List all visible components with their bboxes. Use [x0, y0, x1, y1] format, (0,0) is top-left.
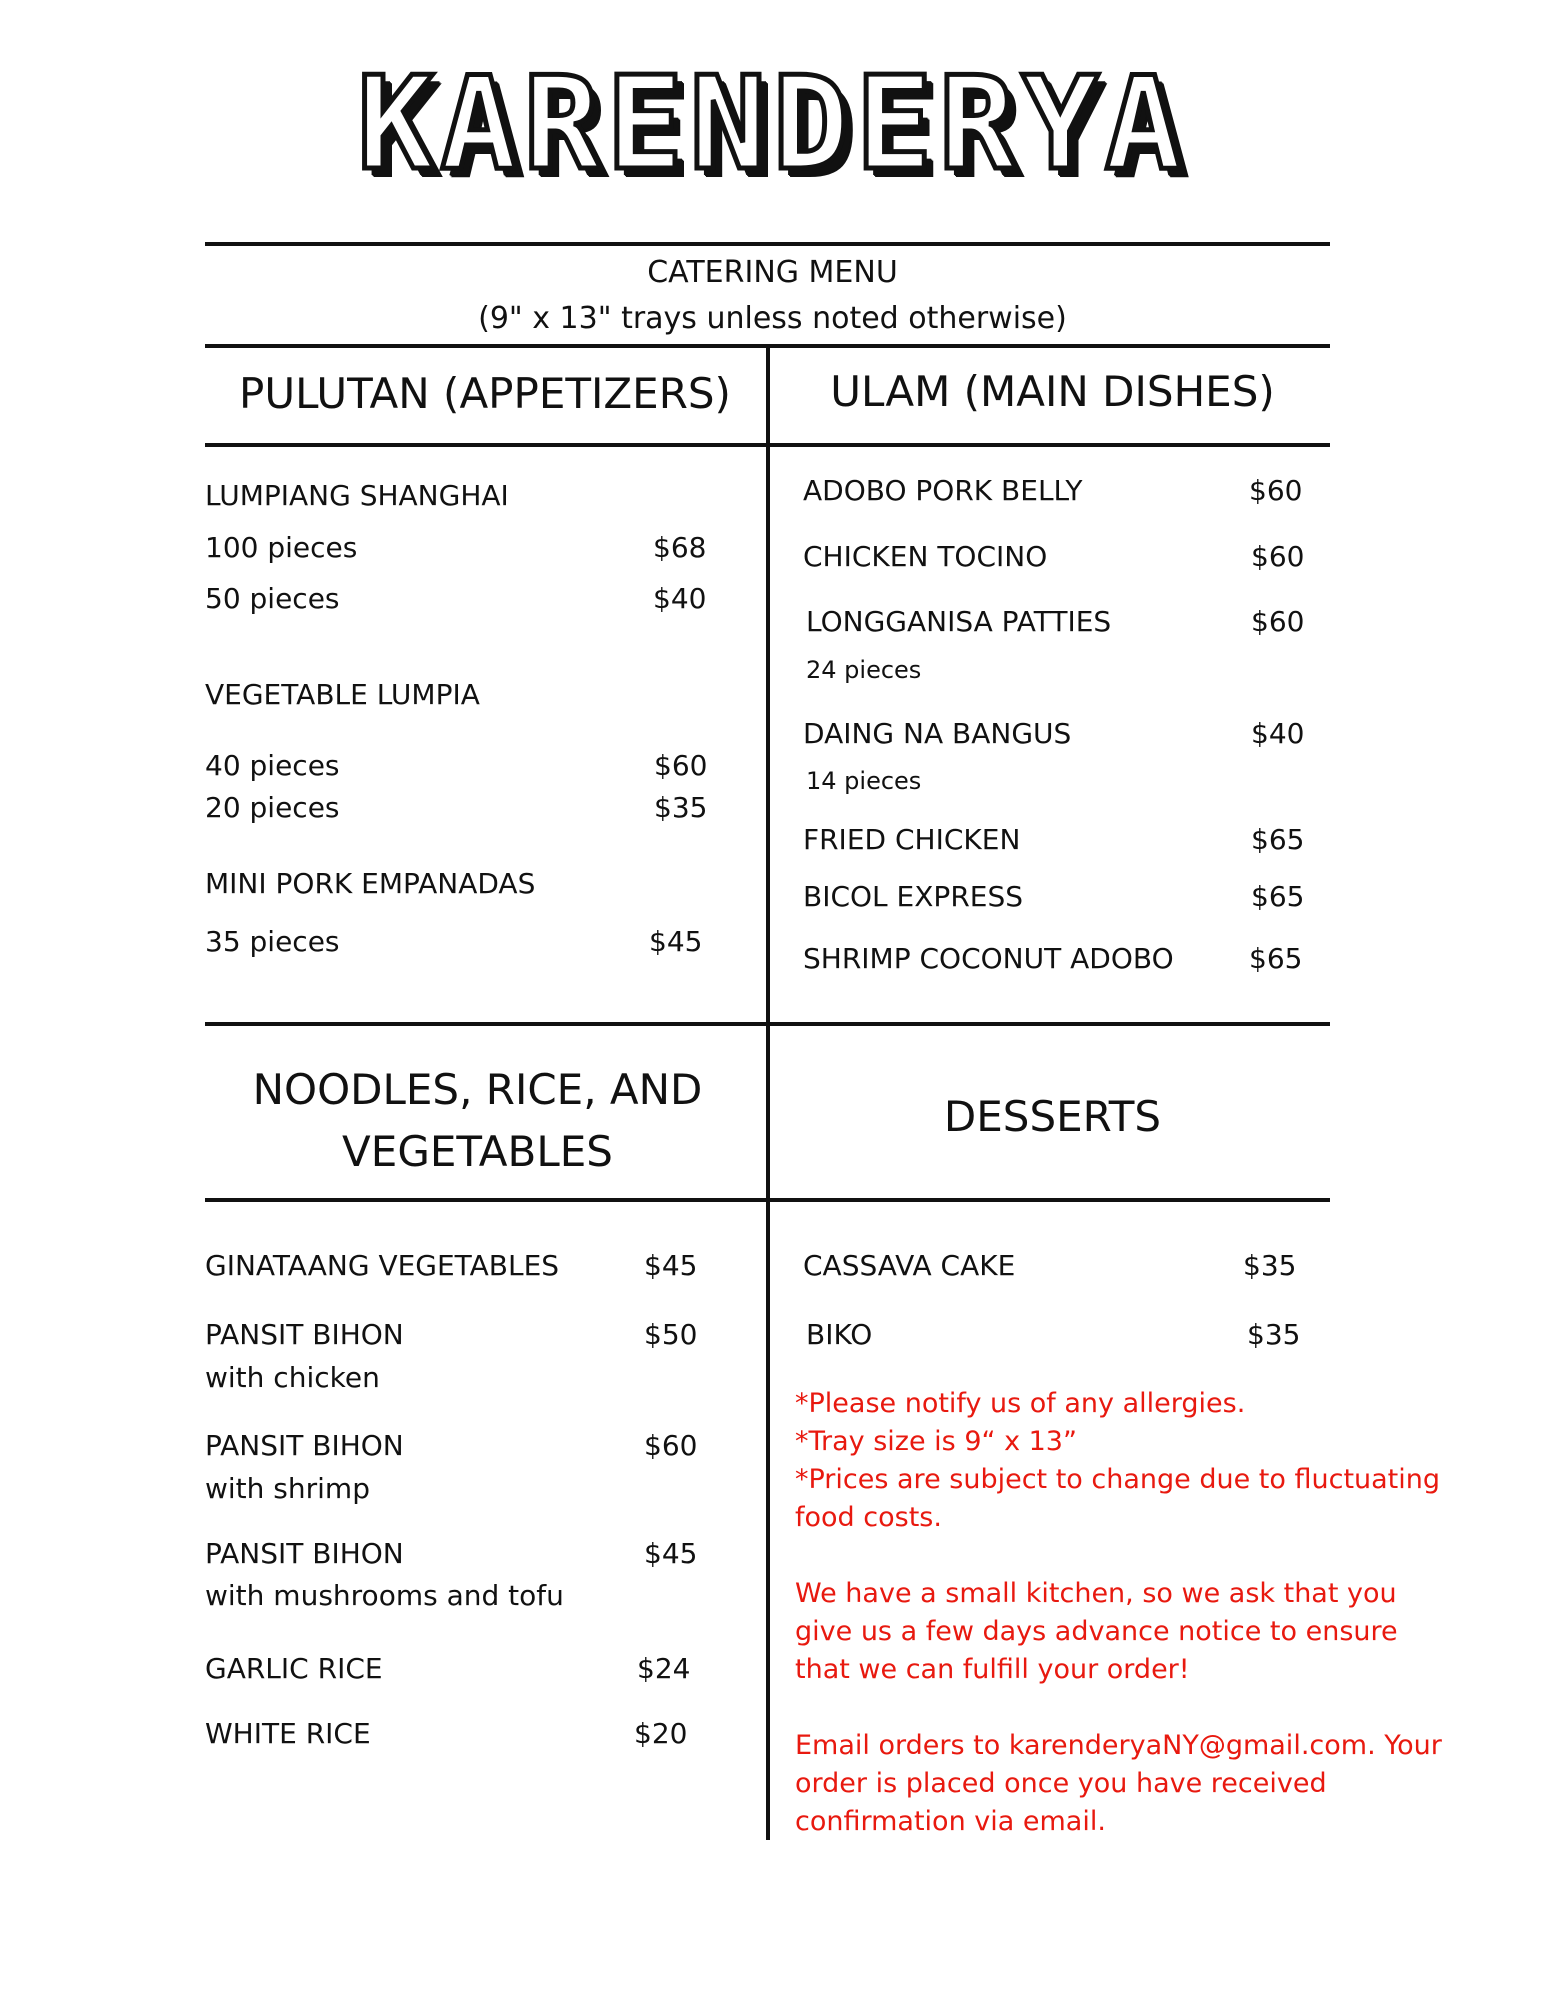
allergy-note: *Please notify us of any allergies.	[795, 1388, 1246, 1419]
column-divider-lower	[766, 1022, 770, 1840]
item-note: 14 pieces	[806, 767, 922, 795]
price: $60	[654, 749, 708, 782]
karenderya-logo: KARENDERYA	[357, 50, 1188, 199]
menu-item-name: PANSIT BIHON	[205, 1318, 404, 1351]
price: $40	[1251, 717, 1305, 750]
menu-item-name: WHITE RICE	[205, 1717, 371, 1750]
menu-item-name: VEGETABLE LUMPIA	[205, 678, 480, 711]
price: $50	[644, 1318, 698, 1351]
price: $35	[654, 791, 708, 824]
noodles-heading-line1: NOODLES, RICE, AND	[252, 1065, 703, 1114]
email-orders-note: Email orders to karenderyaNY@gmail.com. Your order is placed once you have received confirmation via email.	[795, 1730, 1442, 1837]
price: $35	[1243, 1249, 1297, 1282]
price: $40	[653, 582, 707, 615]
item-note: 24 pieces	[806, 656, 922, 684]
menu-item-name: CHICKEN TOCINO	[803, 540, 1048, 573]
price: $65	[1251, 823, 1305, 856]
item-detail: with chicken	[205, 1361, 380, 1394]
menu-item-name: PANSIT BIHON	[205, 1537, 404, 1570]
item-detail: with shrimp	[205, 1472, 370, 1505]
price: $65	[1251, 880, 1305, 913]
menu-item-name: GINATAANG VEGETABLES	[205, 1249, 560, 1282]
price: $35	[1247, 1318, 1301, 1351]
column-divider-upper	[766, 344, 770, 1026]
option-label: 40 pieces	[205, 749, 340, 782]
menu-item-name: ADOBO PORK BELLY	[803, 474, 1083, 507]
price: $60	[644, 1429, 698, 1462]
price: $45	[649, 925, 703, 958]
menu-item-name: BIKO	[806, 1318, 873, 1351]
price: $60	[1249, 474, 1303, 507]
menu-item-name: GARLIC RICE	[205, 1652, 383, 1685]
price: $65	[1249, 942, 1303, 975]
menu-item-name: FRIED CHICKEN	[803, 823, 1021, 856]
item-detail: with mushrooms and tofu	[205, 1579, 564, 1612]
appetizers-heading: PULUTAN (APPETIZERS)	[239, 369, 731, 418]
menu-item-name: SHRIMP COCONUT ADOBO	[803, 942, 1174, 975]
price: $60	[1251, 605, 1305, 638]
menu-subtitle: (9" x 13" trays unless noted otherwise)	[478, 301, 1067, 336]
menu-item-name: BICOL EXPRESS	[803, 880, 1024, 913]
advance-notice-note: We have a small kitchen, so we ask that you give us a few days advance notice to ensure that we can fulfill your order!	[795, 1578, 1398, 1685]
option-label: 20 pieces	[205, 791, 340, 824]
divider-top	[205, 242, 1330, 246]
mains-heading: ULAM (MAIN DISHES)	[830, 367, 1275, 416]
price: $24	[637, 1652, 691, 1685]
menu-item-name: MINI PORK EMPANADAS	[205, 867, 536, 900]
tray-size-note: *Tray size is 9“ x 13”	[795, 1426, 1077, 1457]
price-change-note: *Prices are subject to change due to fluctuating food costs.	[795, 1464, 1441, 1533]
option-label: 50 pieces	[205, 582, 340, 615]
menu-item-name: LONGGANISA PATTIES	[806, 605, 1112, 638]
price: $45	[644, 1249, 698, 1282]
price: $60	[1251, 540, 1305, 573]
noodles-heading-line2: VEGETABLES	[342, 1127, 613, 1176]
option-label: 100 pieces	[205, 531, 358, 564]
menu-item-name: CASSAVA CAKE	[803, 1249, 1016, 1282]
menu-item-name: DAING NA BANGUS	[803, 717, 1072, 750]
menu-item-name: PANSIT BIHON	[205, 1429, 404, 1462]
ordering-notes	[795, 1385, 1445, 1841]
option-label: 35 pieces	[205, 925, 340, 958]
price: $20	[634, 1717, 688, 1750]
desserts-heading: DESSERTS	[943, 1092, 1162, 1141]
menu-title: CATERING MENU	[647, 255, 898, 290]
price: $68	[653, 531, 707, 564]
price: $45	[644, 1537, 698, 1570]
menu-item-name: LUMPIANG SHANGHAI	[205, 479, 509, 512]
